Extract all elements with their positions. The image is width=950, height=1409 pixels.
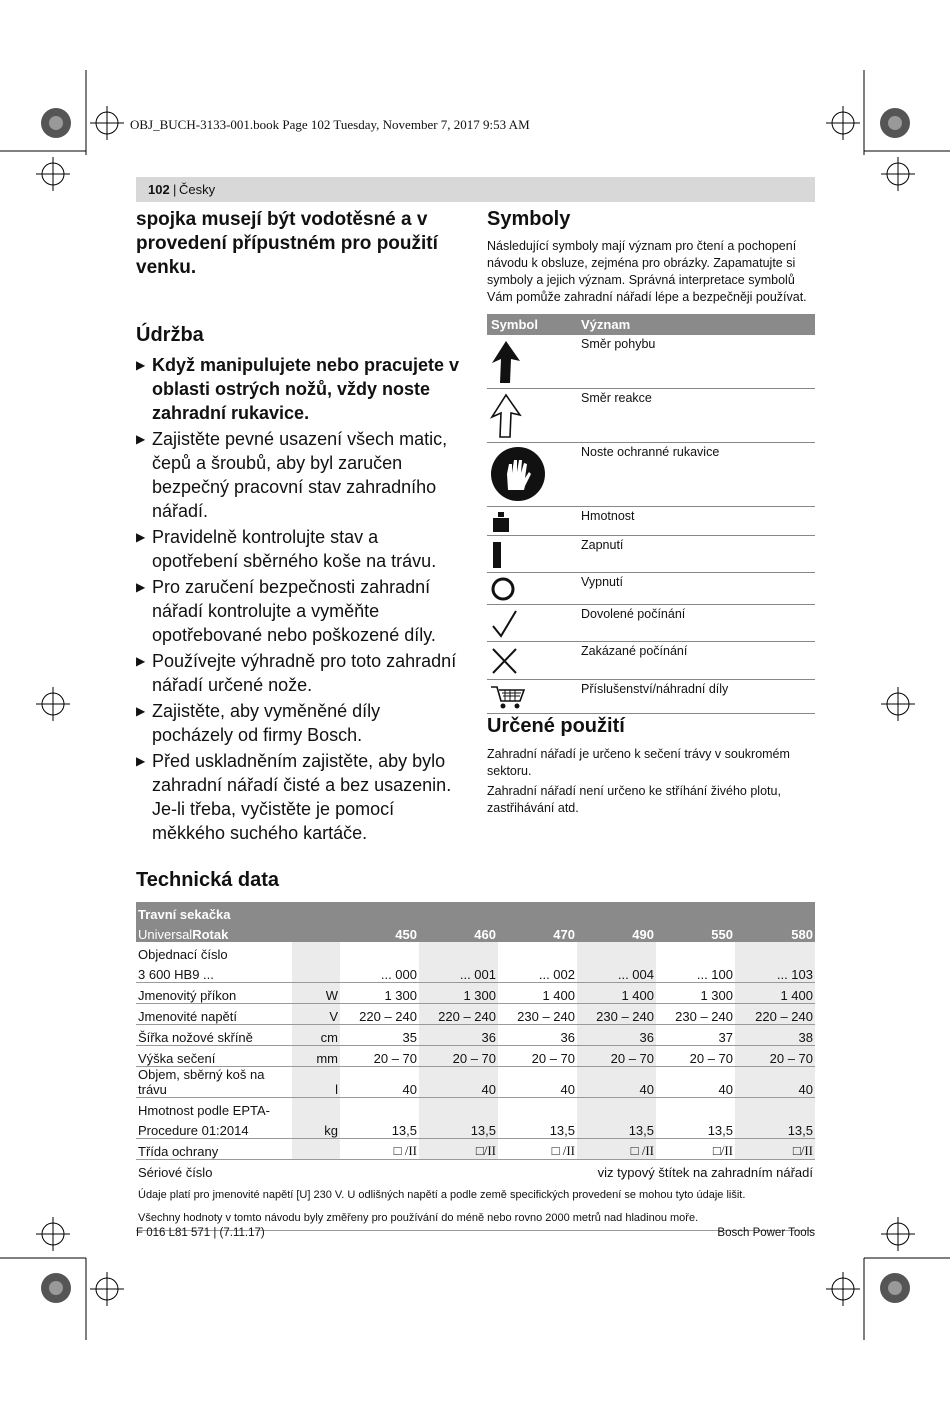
col-meaning: Význam bbox=[581, 317, 631, 332]
weight-icon bbox=[490, 511, 514, 533]
list-item: ▶ Zajistěte, aby vyměněné díly pocházely od firmy Bosch. bbox=[136, 701, 381, 745]
table-row: Jmenovité napětí V 220 – 240 220 – 240 230 – 240 230 – 240 230 – 240 220 – 240 bbox=[136, 1004, 815, 1025]
model-row bbox=[136, 922, 815, 942]
footnote-1: Údaje platí pro jmenovité napětí [U] 230 V. U odlišných napětí a podle země specifických provedení se mohou tyto údaje lišit. bbox=[138, 1189, 746, 1201]
page-number: 102 bbox=[148, 182, 170, 197]
gloves-icon bbox=[490, 446, 546, 502]
table-row: Sériové číslo viz typový štítek na zahradním nářadí bbox=[138, 1165, 813, 1180]
symbol-meaning: Vypnutí bbox=[581, 575, 623, 589]
symbols-intro: Následující symboly mají význam pro čtení a pochopení návodu k obsluze, zejména pro obrázky. Zapamatujte si symboly a jejich význam. Správná interpretace symbolů Vám pomůže zahradní nářadí lépe a bezpečněji používat. bbox=[487, 239, 807, 304]
product-type: Travní sekačka bbox=[136, 902, 815, 922]
tech-data-table bbox=[136, 902, 815, 1231]
symbol-meaning: Zakázané počínání bbox=[581, 644, 688, 658]
outline-arrow-icon bbox=[490, 393, 522, 439]
list-item: ▶ Pro zaručení bezpečnosti zahradní nářadí kontrolujte a vyměňte opotřebované nebo poškozené díly. bbox=[136, 577, 436, 645]
on-icon bbox=[490, 541, 510, 569]
symbol-meaning: Hmotnost bbox=[581, 509, 635, 523]
bullet-icon: ▶ bbox=[136, 654, 146, 668]
table-row: Šířka nožové skříně cm 35 36 36 36 37 38 bbox=[136, 1025, 815, 1046]
list-item: ▶ Zajistěte pevné usazení všech matic, čepů a šroubů, aby byl zaručen bezpečný pracovní stav zahradního nářadí. bbox=[136, 429, 448, 521]
cross-icon bbox=[490, 646, 520, 676]
table-row: Objem, sběrný koš na trávu l 40 40 40 40 40 40 bbox=[138, 1067, 813, 1097]
bullet-icon: ▶ bbox=[136, 704, 146, 718]
model-cell: 460 bbox=[419, 922, 498, 942]
symbol-meaning: Dovolené počínání bbox=[581, 607, 686, 621]
list-item: ▶ Používejte výhradně pro toto zahradní nářadí určené nože. bbox=[136, 651, 457, 695]
footnote-2: Všechny hodnoty v tomto návodu byly změřeny pro používání do méně nebo rovno 2000 metrů nad hladinou moře. bbox=[136, 1203, 815, 1231]
symbol-meaning: Noste ochranné rukavice bbox=[581, 445, 720, 459]
right-column bbox=[487, 208, 815, 306]
print-info: OBJ_BUCH-3133-001.book Page 102 Tuesday, November 7, 2017 9:53 AM bbox=[130, 117, 530, 132]
cart-icon bbox=[490, 683, 526, 711]
symbol-row bbox=[487, 680, 815, 714]
symbol-meaning: Zapnutí bbox=[581, 538, 624, 552]
table-row: Třída ochrany □ /II □/II □ /II □ /II □/II □/II bbox=[136, 1139, 815, 1160]
symbols-table bbox=[487, 314, 815, 714]
symbol-row bbox=[487, 335, 815, 389]
page-header-bar bbox=[136, 177, 815, 202]
table-row: Objednací číslo bbox=[136, 942, 815, 962]
symbol-row bbox=[487, 389, 815, 443]
table-row bbox=[136, 1180, 815, 1203]
intended-use-title: Určené použití bbox=[487, 715, 625, 737]
intended-use-p1: Zahradní nářadí je určeno k sečení trávy v soukromém sektoru. bbox=[487, 747, 790, 778]
footer-right: Bosch Power Tools bbox=[717, 1227, 815, 1239]
list-item: ▶ Před uskladněním zajistěte, aby bylo zahradní nářadí čisté a bez usazenin. Je-li třeba, vyčistěte je pomocí měkkého suchého kartáče. bbox=[136, 751, 452, 843]
tech-title: Technická data bbox=[136, 869, 280, 891]
bullet-icon: ▶ bbox=[136, 754, 146, 768]
list-item: ▶ Když manipulujete nebo pracujete v oblasti ostrých nožů, vždy noste zahradní rukavice. bbox=[136, 355, 460, 423]
symbols-title: Symboly bbox=[487, 208, 571, 230]
symbol-meaning: Směr reakce bbox=[581, 391, 652, 405]
bullet-icon: ▶ bbox=[136, 530, 146, 544]
checkmark-icon bbox=[490, 609, 520, 639]
col-symbol: Symbol bbox=[491, 317, 538, 332]
symbol-row bbox=[487, 443, 815, 507]
off-icon bbox=[490, 576, 518, 602]
model-cell: 580 bbox=[735, 922, 815, 942]
product-prefix: Universal bbox=[138, 927, 193, 942]
symbol-meaning: Směr pohybu bbox=[581, 337, 656, 351]
model-cell: 470 bbox=[498, 922, 577, 942]
symbol-meaning: Příslušenství/náhradní díly bbox=[581, 682, 729, 696]
left-column bbox=[136, 208, 466, 845]
list-item: ▶ Pravidelně kontrolujte stav a opotřebení sběrného koše na trávu. bbox=[136, 527, 437, 571]
table-row: Jmenovitý příkon W 1 300 1 300 1 400 1 400 1 300 1 400 bbox=[136, 983, 815, 1004]
intro-text: spojka musejí být vodotěsné a v provedení přípustném pro použití venku. bbox=[136, 209, 438, 278]
table-row: Výška sečení mm 20 – 70 20 – 70 20 – 70 20 – 70 20 – 70 20 – 70 bbox=[136, 1046, 815, 1067]
footer-left: F 016 L81 571 | (7.11.17) bbox=[136, 1227, 265, 1239]
symbol-row bbox=[487, 536, 815, 573]
symbols-table-header bbox=[487, 314, 815, 335]
table-row: 3 600 HB9 ... ... 000 ... 001 ... 002 ... 004 ... 100 ... 103 bbox=[136, 962, 815, 983]
symbol-row bbox=[487, 507, 815, 536]
model-cell: 490 bbox=[577, 922, 656, 942]
symbol-row bbox=[487, 642, 815, 680]
model-cell: 450 bbox=[340, 922, 419, 942]
intended-use-p2: Zahradní nářadí není určeno ke stříhání živého plotu, zastřihávání atd. bbox=[487, 784, 781, 815]
maintenance-title: Údržba bbox=[136, 324, 204, 346]
page-language: Česky bbox=[179, 182, 216, 197]
bullet-icon: ▶ bbox=[136, 432, 146, 446]
table-row: Procedure 01:2014 kg 13,5 13,5 13,5 13,5 13,5 13,5 bbox=[136, 1118, 815, 1139]
symbol-row bbox=[487, 605, 815, 642]
intended-use-section bbox=[487, 715, 815, 817]
product-bold: Rotak bbox=[192, 927, 229, 942]
filled-arrow-icon bbox=[490, 339, 522, 385]
page-separator: | bbox=[173, 182, 177, 197]
table-row: Hmotnost podle EPTA- bbox=[136, 1098, 815, 1119]
bullet-icon: ▶ bbox=[136, 358, 146, 372]
bullet-icon: ▶ bbox=[136, 580, 146, 594]
symbol-row bbox=[487, 573, 815, 605]
model-cell: 550 bbox=[656, 922, 735, 942]
